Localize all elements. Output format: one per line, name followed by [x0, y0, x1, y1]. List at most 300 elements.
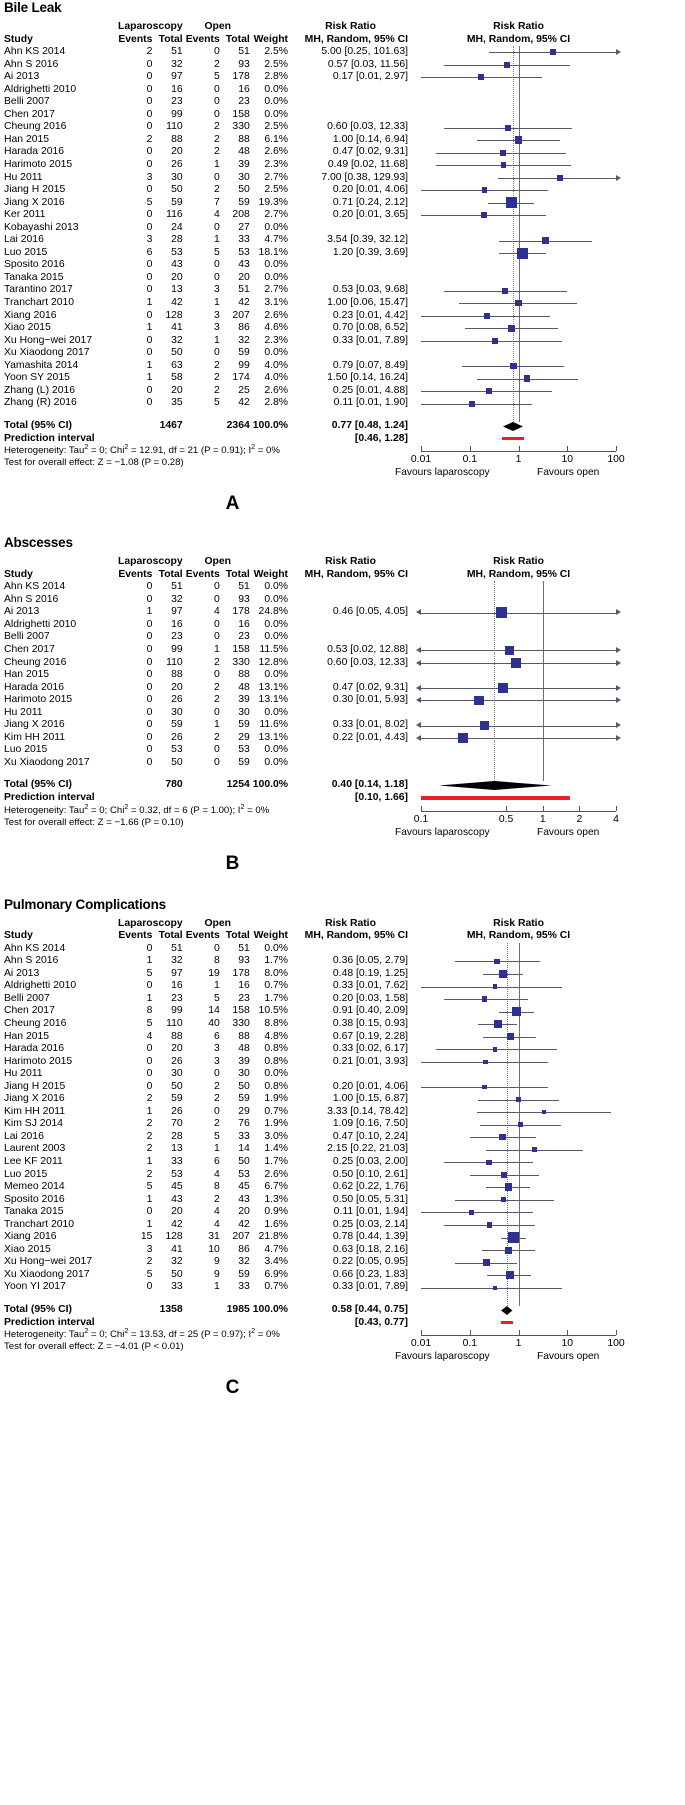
cell-study: Harimoto 2015 — [4, 1055, 73, 1067]
cell-study: Cheung 2016 — [4, 121, 67, 133]
cell-total-lap: 23 — [171, 992, 183, 1004]
cell-weight: 4.0% — [264, 372, 289, 384]
cell-weight: 0.7% — [264, 1281, 289, 1293]
plot-subtitle: MH, Random, 95% CI — [466, 930, 571, 942]
cell-total-lap: 23 — [171, 96, 183, 108]
cell-study: Ker 2011 — [4, 209, 46, 221]
table-row — [0, 1118, 411, 1131]
group-header-row — [0, 918, 411, 931]
cell-risk-ratio — [293, 222, 411, 235]
cell-events-open: 0 — [213, 942, 220, 954]
cell-total-open: 59 — [238, 1093, 250, 1105]
cell-weight: 0.0% — [264, 618, 289, 630]
prediction-row — [0, 1317, 411, 1330]
ci-line — [421, 1288, 562, 1289]
cell-weight: 18.1% — [258, 246, 289, 258]
table-row — [0, 606, 411, 619]
effect-marker — [481, 212, 487, 218]
col-total-open: Total — [225, 930, 250, 942]
cell-risk-ratio: 0.53 [0.03, 9.68] — [332, 284, 409, 296]
cell-events-lap: 0 — [146, 347, 153, 359]
cell-weight: 2.7% — [264, 209, 289, 221]
table-row — [0, 1056, 411, 1069]
cell-weight: 2.6% — [264, 309, 289, 321]
cell-total-open: 16 — [238, 980, 250, 992]
total-risk-ratio: 0.58 [0.44, 0.75] — [331, 1303, 409, 1315]
cell-risk-ratio: 0.25 [0.03, 2.14] — [332, 1218, 409, 1230]
cell-events-lap: 2 — [146, 133, 153, 145]
cell-study: Xu Xiaodong 2017 — [4, 756, 90, 768]
effect-marker — [492, 338, 498, 344]
cell-total-lap: 97 — [171, 606, 183, 618]
cell-study: Jiang H 2015 — [4, 184, 66, 196]
cell-weight: 10.5% — [258, 1005, 289, 1017]
effect-marker — [487, 1222, 492, 1227]
cell-weight: 4.8% — [264, 1030, 289, 1042]
cell-events-lap: 5 — [146, 1268, 153, 1280]
panel-spacer — [0, 875, 685, 897]
ci-line — [421, 404, 532, 405]
cell-events-open: 0 — [213, 221, 220, 233]
cell-total-lap: 30 — [171, 171, 183, 183]
cell-events-lap: 2 — [146, 1143, 153, 1155]
total-row — [0, 420, 411, 433]
spacer — [0, 410, 411, 420]
cell-events-open: 5 — [213, 1130, 220, 1142]
cell-risk-ratio: 0.17 [0.01, 2.97] — [332, 71, 409, 83]
table-row — [0, 272, 411, 285]
cell-events-open: 2 — [213, 384, 220, 396]
table-row — [0, 96, 411, 109]
cell-total-lap: 70 — [171, 1118, 183, 1130]
cell-total-open: 33 — [238, 234, 250, 246]
cell-total-open: 23 — [238, 96, 250, 108]
cell-total-lap: 59 — [171, 1093, 183, 1105]
cell-total-open: 42 — [238, 1218, 250, 1230]
cell-weight: 0.0% — [264, 756, 289, 768]
ci-arrow-right — [616, 735, 621, 741]
prediction-row — [0, 433, 411, 446]
cell-events-lap: 0 — [146, 618, 153, 630]
table-row — [0, 284, 411, 297]
cell-events-lap: 0 — [146, 71, 153, 83]
table-row — [0, 59, 411, 72]
cell-risk-ratio: 1.00 [0.15, 6.87] — [332, 1093, 409, 1105]
table-row — [0, 682, 411, 695]
cell-study: Aldrighetti 2010 — [4, 980, 77, 992]
cell-weight: 2.5% — [264, 46, 289, 58]
cell-weight: 0.0% — [264, 631, 289, 643]
cell-events-lap: 1 — [146, 372, 153, 384]
cell-weight: 0.0% — [264, 83, 289, 95]
study-table — [0, 918, 411, 1330]
cell-risk-ratio — [293, 347, 411, 360]
col-total-lap: Total — [158, 33, 183, 45]
cell-total-lap: 20 — [171, 271, 183, 283]
ci-arrow-right — [616, 647, 621, 653]
axis-tick-label: 0.01 — [410, 1338, 432, 1350]
group-open: Open — [204, 917, 231, 929]
x-axis — [395, 445, 626, 479]
cell-total-lap: 99 — [171, 1005, 183, 1017]
cell-total-open: 32 — [238, 334, 250, 346]
cell-events-lap: 2 — [146, 1256, 153, 1268]
cell-total-open: 33 — [238, 1281, 250, 1293]
axis-tick — [519, 1330, 520, 1335]
group-header-row — [0, 21, 411, 34]
cell-study: Han 2015 — [4, 669, 50, 681]
cell-total-lap: 41 — [171, 1243, 183, 1255]
effect-marker — [498, 683, 508, 693]
table-row — [0, 732, 411, 745]
forest-plot-area — [395, 556, 626, 838]
effect-marker — [504, 62, 510, 68]
cell-risk-ratio — [293, 707, 411, 720]
effect-marker — [500, 150, 506, 156]
cell-total-open: 29 — [238, 1105, 250, 1117]
table-row — [0, 159, 411, 172]
cell-weight: 2.5% — [264, 184, 289, 196]
cell-weight: 4.6% — [264, 322, 289, 334]
cell-total-open: 48 — [238, 146, 250, 158]
cell-events-lap: 0 — [146, 121, 153, 133]
cell-risk-ratio: 0.48 [0.19, 1.25] — [332, 967, 409, 979]
cell-study: Ahn KS 2014 — [4, 942, 66, 954]
cell-weight: 0.8% — [264, 1055, 289, 1067]
cell-events-open: 2 — [213, 372, 220, 384]
cell-events-lap: 0 — [146, 221, 153, 233]
cell-total-open: 29 — [238, 731, 250, 743]
cell-events-lap: 0 — [146, 1080, 153, 1092]
effect-marker — [484, 313, 490, 319]
table-row — [0, 1031, 411, 1044]
table-row — [0, 631, 411, 644]
cell-events-open: 6 — [213, 1155, 220, 1167]
cell-weight: 2.3% — [264, 159, 289, 171]
axis-tick-label: 0.1 — [413, 813, 429, 825]
cell-weight: 1.3% — [264, 1193, 289, 1205]
table-row — [0, 1043, 411, 1056]
effect-marker — [506, 197, 517, 208]
ci-arrow-left — [416, 609, 421, 615]
axis-tick-label: 0.01 — [410, 454, 432, 466]
total-lap: 1358 — [159, 1303, 183, 1315]
cell-total-open: 39 — [238, 1055, 250, 1067]
table-row — [0, 619, 411, 632]
cell-total-open: 50 — [238, 1080, 250, 1092]
favours-laparoscopy-label: Favours laparoscopy — [395, 467, 490, 479]
cell-risk-ratio: 0.22 [0.01, 4.43] — [332, 731, 409, 743]
effect-marker — [483, 1259, 489, 1265]
cell-total-open: 93 — [238, 593, 250, 605]
total-weight: 100.0% — [252, 419, 289, 431]
pooled-reference-line — [494, 581, 495, 781]
group-header-row — [0, 556, 411, 569]
cell-events-lap: 0 — [146, 1068, 153, 1080]
cell-total-open: 93 — [238, 955, 250, 967]
cell-weight: 0.9% — [264, 1206, 289, 1218]
cell-total-open: 86 — [238, 322, 250, 334]
axis-tick — [470, 1330, 471, 1335]
cell-events-open: 4 — [213, 209, 220, 221]
cell-events-lap: 0 — [146, 259, 153, 271]
cell-total-lap: 50 — [171, 1080, 183, 1092]
cell-risk-ratio — [293, 96, 411, 109]
effect-marker — [550, 49, 556, 55]
cell-risk-ratio — [293, 259, 411, 272]
cell-risk-ratio: 0.23 [0.01, 4.42] — [332, 309, 409, 321]
cell-weight: 0.8% — [264, 1043, 289, 1055]
cell-events-lap: 0 — [146, 209, 153, 221]
table-row — [0, 993, 411, 1006]
cell-study: Aldrighetti 2010 — [4, 83, 77, 95]
table-row — [0, 1169, 411, 1182]
cell-events-lap: 0 — [146, 284, 153, 296]
panel-title: Bile Leak — [4, 0, 62, 15]
cell-events-open: 4 — [213, 606, 220, 618]
favours-open-label: Favours open — [537, 467, 600, 479]
cell-events-lap: 0 — [146, 719, 153, 731]
cell-events-open: 4 — [213, 1168, 220, 1180]
cell-weight: 2.6% — [264, 146, 289, 158]
cell-total-open: 16 — [238, 83, 250, 95]
cell-events-lap: 0 — [146, 694, 153, 706]
cell-total-lap: 128 — [165, 309, 183, 321]
rr-title: Risk Ratio — [325, 21, 376, 32]
cell-total-open: 99 — [238, 359, 250, 371]
cell-weight: 21.8% — [258, 1231, 289, 1243]
heterogeneity-text: Heterogeneity: Tau$^2$ = 0; Chi$^2$ = 0.32, df = 6 (P = 1.00); $I^2 = 0\%$ — [4, 801, 270, 816]
effect-marker — [474, 696, 484, 706]
favours-open-label: Favours open — [537, 1351, 600, 1363]
cell-study: Sposito 2016 — [4, 1193, 65, 1205]
table-row — [0, 1281, 411, 1294]
cell-total-open: 23 — [238, 631, 250, 643]
cell-events-lap: 1 — [146, 606, 153, 618]
axis-tick — [567, 446, 568, 451]
table-row — [0, 109, 411, 122]
cell-total-lap: 28 — [171, 1130, 183, 1142]
cell-events-open: 0 — [213, 669, 220, 681]
cell-events-open: 0 — [213, 259, 220, 271]
cell-events-open: 2 — [213, 133, 220, 145]
cell-total-lap: 88 — [171, 1030, 183, 1042]
ci-line — [421, 688, 616, 689]
cell-risk-ratio: 0.70 [0.08, 6.52] — [332, 322, 409, 334]
cell-risk-ratio: 0.20 [0.03, 1.58] — [332, 992, 409, 1004]
cell-events-open: 2 — [213, 1193, 220, 1205]
axis-line — [421, 451, 616, 452]
cell-events-lap: 0 — [146, 744, 153, 756]
cell-events-open: 2 — [213, 681, 220, 693]
cell-risk-ratio — [293, 1068, 411, 1081]
cell-risk-ratio — [293, 757, 411, 770]
cell-total-lap: 110 — [166, 121, 183, 133]
col-events-lap: Events — [118, 568, 153, 580]
cell-total-open: 42 — [238, 397, 250, 409]
cell-events-lap: 0 — [146, 706, 153, 718]
cell-events-lap: 0 — [146, 656, 153, 668]
ci-arrow-left — [416, 660, 421, 666]
cell-weight: 0.0% — [264, 593, 289, 605]
table-row — [0, 707, 411, 720]
cell-total-lap: 110 — [166, 1017, 183, 1029]
axis-tick — [543, 806, 544, 811]
cell-events-lap: 2 — [146, 1118, 153, 1130]
cell-weight: 0.0% — [264, 1068, 289, 1080]
table-row — [0, 121, 411, 134]
cell-total-lap: 99 — [171, 643, 183, 655]
cell-total-lap: 30 — [171, 706, 183, 718]
cell-study: Han 2015 — [4, 1030, 50, 1042]
cell-risk-ratio: 0.20 [0.01, 4.06] — [332, 184, 409, 196]
total-lap: 1467 — [159, 419, 183, 431]
cell-study: Harimoto 2015 — [4, 159, 73, 171]
axis-tick-label: 0.1 — [462, 1338, 478, 1350]
cell-risk-ratio: 0.66 [0.23, 1.83] — [332, 1268, 409, 1280]
cell-total-open: 20 — [238, 1206, 250, 1218]
cell-risk-ratio — [293, 272, 411, 285]
cell-events-open: 2 — [213, 694, 220, 706]
effect-marker — [469, 1210, 474, 1215]
ci-arrow-right — [616, 49, 621, 55]
cell-total-open: 59 — [238, 719, 250, 731]
cell-weight: 19.3% — [258, 196, 289, 208]
cell-events-open: 1 — [213, 980, 220, 992]
axis-tick-label: 1 — [515, 454, 522, 466]
cell-total-lap: 30 — [171, 1068, 183, 1080]
cell-total-open: 158 — [232, 643, 250, 655]
x-axis — [395, 805, 626, 839]
cell-risk-ratio: 0.63 [0.18, 2.16] — [332, 1243, 409, 1255]
cell-study: Xiang 2016 — [4, 1231, 57, 1243]
null-line — [543, 581, 544, 781]
prediction-row — [0, 792, 411, 805]
study-table — [0, 556, 411, 804]
cell-events-open: 3 — [213, 322, 220, 334]
group-laparoscopy: Laparoscopy — [118, 556, 183, 568]
axis-tick-label: 2 — [576, 813, 583, 825]
cell-study: Kim SJ 2014 — [4, 1118, 63, 1130]
table-row — [0, 744, 411, 757]
table-row — [0, 757, 411, 770]
ci-line — [421, 738, 616, 739]
forest-plot-area — [395, 917, 626, 1364]
cell-weight: 0.7% — [264, 980, 289, 992]
cell-events-open: 0 — [213, 83, 220, 95]
cell-total-lap: 50 — [171, 184, 183, 196]
cell-weight: 1.7% — [264, 992, 289, 1004]
cell-events-open: 0 — [213, 631, 220, 643]
ci-arrow-left — [416, 647, 421, 653]
cell-study: Harada 2016 — [4, 146, 65, 158]
cell-total-lap: 16 — [171, 980, 183, 992]
table-row — [0, 84, 411, 97]
prediction-interval-bar — [421, 796, 570, 800]
spacer — [0, 769, 411, 779]
cell-weight: 0.0% — [264, 96, 289, 108]
group-open: Open — [204, 21, 231, 32]
cell-total-open: 16 — [238, 618, 250, 630]
cell-events-lap: 1 — [146, 992, 153, 1004]
plot-title: Risk Ratio — [493, 556, 544, 568]
cell-events-lap: 0 — [146, 631, 153, 643]
forest-panel-c — [0, 897, 685, 1400]
ci-arrow-right — [616, 175, 621, 181]
effect-marker — [505, 1247, 512, 1254]
cell-total-open: 48 — [238, 1043, 250, 1055]
cell-total-open: 51 — [238, 284, 250, 296]
col-weight: Weight — [253, 930, 289, 942]
panel-spacer — [0, 515, 685, 535]
cell-weight: 2.8% — [264, 397, 289, 409]
group-laparoscopy: Laparoscopy — [118, 917, 183, 929]
cell-weight: 0.7% — [264, 1105, 289, 1117]
cell-total-open: 76 — [238, 1118, 250, 1130]
cell-events-open: 2 — [213, 1080, 220, 1092]
cell-study: Laurent 2003 — [4, 1143, 66, 1155]
cell-weight: 2.6% — [264, 1168, 289, 1180]
effect-marker — [482, 187, 488, 193]
cell-weight: 2.5% — [264, 121, 289, 133]
cell-total-lap: 51 — [171, 942, 183, 954]
table-row — [0, 669, 411, 682]
cell-events-open: 1 — [213, 1143, 220, 1155]
table-row — [0, 134, 411, 147]
cell-events-lap: 0 — [146, 108, 153, 120]
prediction-interval-bar — [501, 1321, 513, 1325]
cell-total-lap: 13 — [171, 1143, 183, 1155]
ci-line — [421, 650, 616, 651]
cell-total-open: 50 — [238, 184, 250, 196]
cell-study: Belli 2007 — [4, 96, 50, 108]
cell-total-lap: 32 — [171, 334, 183, 346]
cell-risk-ratio: 0.21 [0.01, 3.93] — [332, 1055, 409, 1067]
cell-total-open: 20 — [238, 271, 250, 283]
panel-title: Abscesses — [4, 535, 73, 551]
axis-tick-label: 100 — [607, 1338, 625, 1350]
cell-events-open: 4 — [213, 1206, 220, 1218]
cell-risk-ratio — [293, 594, 411, 607]
cell-total-open: 59 — [238, 196, 250, 208]
cell-events-lap: 0 — [146, 334, 153, 346]
cell-total-open: 53 — [238, 744, 250, 756]
cell-events-lap: 0 — [146, 96, 153, 108]
cell-weight: 4.7% — [264, 234, 289, 246]
effect-marker — [480, 721, 489, 730]
effect-marker — [516, 1097, 522, 1103]
cell-events-lap: 1 — [146, 955, 153, 967]
table-row — [0, 1269, 411, 1282]
total-label: Total (95% CI) — [4, 419, 72, 431]
prediction-label: Prediction interval — [4, 791, 95, 803]
cell-risk-ratio: 0.47 [0.10, 2.24] — [332, 1130, 409, 1142]
cell-study: Tranchart 2010 — [4, 1218, 75, 1230]
cell-events-open: 14 — [208, 1005, 220, 1017]
cell-weight: 13.1% — [258, 681, 289, 693]
table-row — [0, 197, 411, 210]
table-row — [0, 310, 411, 323]
cell-events-lap: 0 — [146, 942, 153, 954]
table-row — [0, 347, 411, 360]
cell-total-open: 23 — [238, 992, 250, 1004]
cell-total-open: 207 — [232, 1231, 250, 1243]
cell-risk-ratio: 0.38 [0.15, 0.93] — [332, 1017, 409, 1029]
cell-total-lap: 33 — [171, 1155, 183, 1167]
cell-events-open: 3 — [213, 309, 220, 321]
cell-risk-ratio: 0.33 [0.01, 7.89] — [332, 1281, 409, 1293]
cell-weight: 6.9% — [264, 1268, 289, 1280]
